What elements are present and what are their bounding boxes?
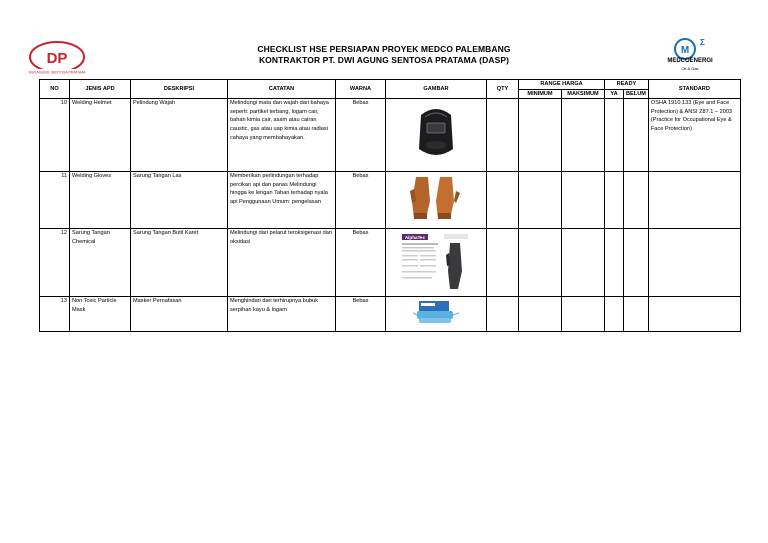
row-jenis-apd: Welding Gloves — [70, 172, 131, 229]
welding-gloves-icon — [406, 173, 466, 223]
col-header-jenis-apd: JENIS APD — [70, 80, 131, 99]
row-warna: Bebas — [336, 229, 386, 297]
particle-mask-icon — [413, 297, 459, 327]
row-catatan: Melindungi mata dan wajah dari bahaya seperti: partikel terbang, logam cair, bahan kimia cair, asam atau cairan caustic, gas atau uap kimia atau radiasi cahaya yang membahayakan. — [228, 99, 336, 172]
col-header-maksimum: MAKSIMUM — [562, 89, 605, 99]
row-jenis-apd: Sarung Tangan Chemical — [70, 229, 131, 297]
table-row — [40, 172, 741, 229]
svg-text:DP: DP — [46, 50, 68, 67]
col-header-range-harga: RANGE HARGA — [519, 80, 605, 90]
col-header-standard: STANDARD — [648, 80, 740, 99]
apd-checklist-table — [39, 79, 741, 332]
row-catatan: Memberikan perlindungan terhadap percikan api dan panas Melindungi hingga ke lengan Tahan terhadap nyala api Penggunaan Umum: pengelasan — [228, 172, 336, 229]
col-header-ready: READY — [605, 80, 649, 90]
table-row — [40, 229, 741, 297]
table-row — [40, 99, 741, 172]
row-standard: OSHA 1910.133 (Eye and Face Protection) & ANSI Z87.1 – 2003 (Practice for Occupational Eye & Face Protection) — [648, 99, 740, 172]
row-catatan: Menghindari dari terhirupnya bubuk serpihan kayu & logam — [228, 297, 336, 332]
col-header-minimum: MINIMUM — [519, 89, 562, 99]
row-warna: Bebas — [336, 99, 386, 172]
col-header-no: NO — [40, 80, 70, 99]
chemical-glove-icon — [400, 231, 472, 291]
row-deskripsi: Masker Pernafasan — [131, 297, 228, 332]
document-title: CHECKLIST HSE PERSIAPAN PROYEK MEDCO PALEMBANG — [257, 44, 511, 54]
row-deskripsi: Sarung Tangan Las — [131, 172, 228, 229]
svg-text:Σ: Σ — [700, 38, 705, 47]
welding-helmet-icon — [413, 105, 459, 161]
row-no: 11 — [40, 172, 70, 229]
row-no: 12 — [40, 229, 70, 297]
row-catatan: Melindungi dari pelarut teroksigenasi dan oksidasi — [228, 229, 336, 297]
table-row — [40, 297, 741, 332]
svg-text:M: M — [680, 45, 690, 56]
col-header-ya: YA — [605, 89, 624, 99]
document-subtitle: KONTRAKTOR PT. DWI AGUNG SENTOSA PRATAMA (DASP) — [258, 55, 510, 65]
row-warna: Bebas — [336, 297, 386, 332]
row-warna: Bebas — [336, 172, 386, 229]
row-deskripsi: Pelindung Wajah — [131, 99, 228, 172]
col-header-deskripsi: DESKRIPSI — [131, 80, 228, 99]
right-logo-subtext: Oil & Gas — [681, 66, 699, 71]
row-deskripsi: Sarung Tangan Butil Karet — [131, 229, 228, 297]
row-jenis-apd: Non Toxic Particle Mask — [70, 297, 131, 332]
left-logo-text: DWI AGUNG SENTOSA PRATAMA — [28, 70, 86, 75]
col-header-gambar: GAMBAR — [386, 80, 487, 99]
row-no: 10 — [40, 99, 70, 172]
col-header-catatan: CATATAN — [228, 80, 336, 99]
row-jenis-apd: Welding Helmet — [70, 99, 131, 172]
col-header-warna: WARNA — [336, 80, 386, 99]
right-logo-text: MEDCOENERGI — [667, 58, 713, 64]
alphatec-label: AlphaTec — [404, 234, 426, 240]
col-header-qty: QTY — [487, 80, 519, 99]
row-no: 13 — [40, 297, 70, 332]
col-header-belum: BELUM — [624, 89, 649, 99]
